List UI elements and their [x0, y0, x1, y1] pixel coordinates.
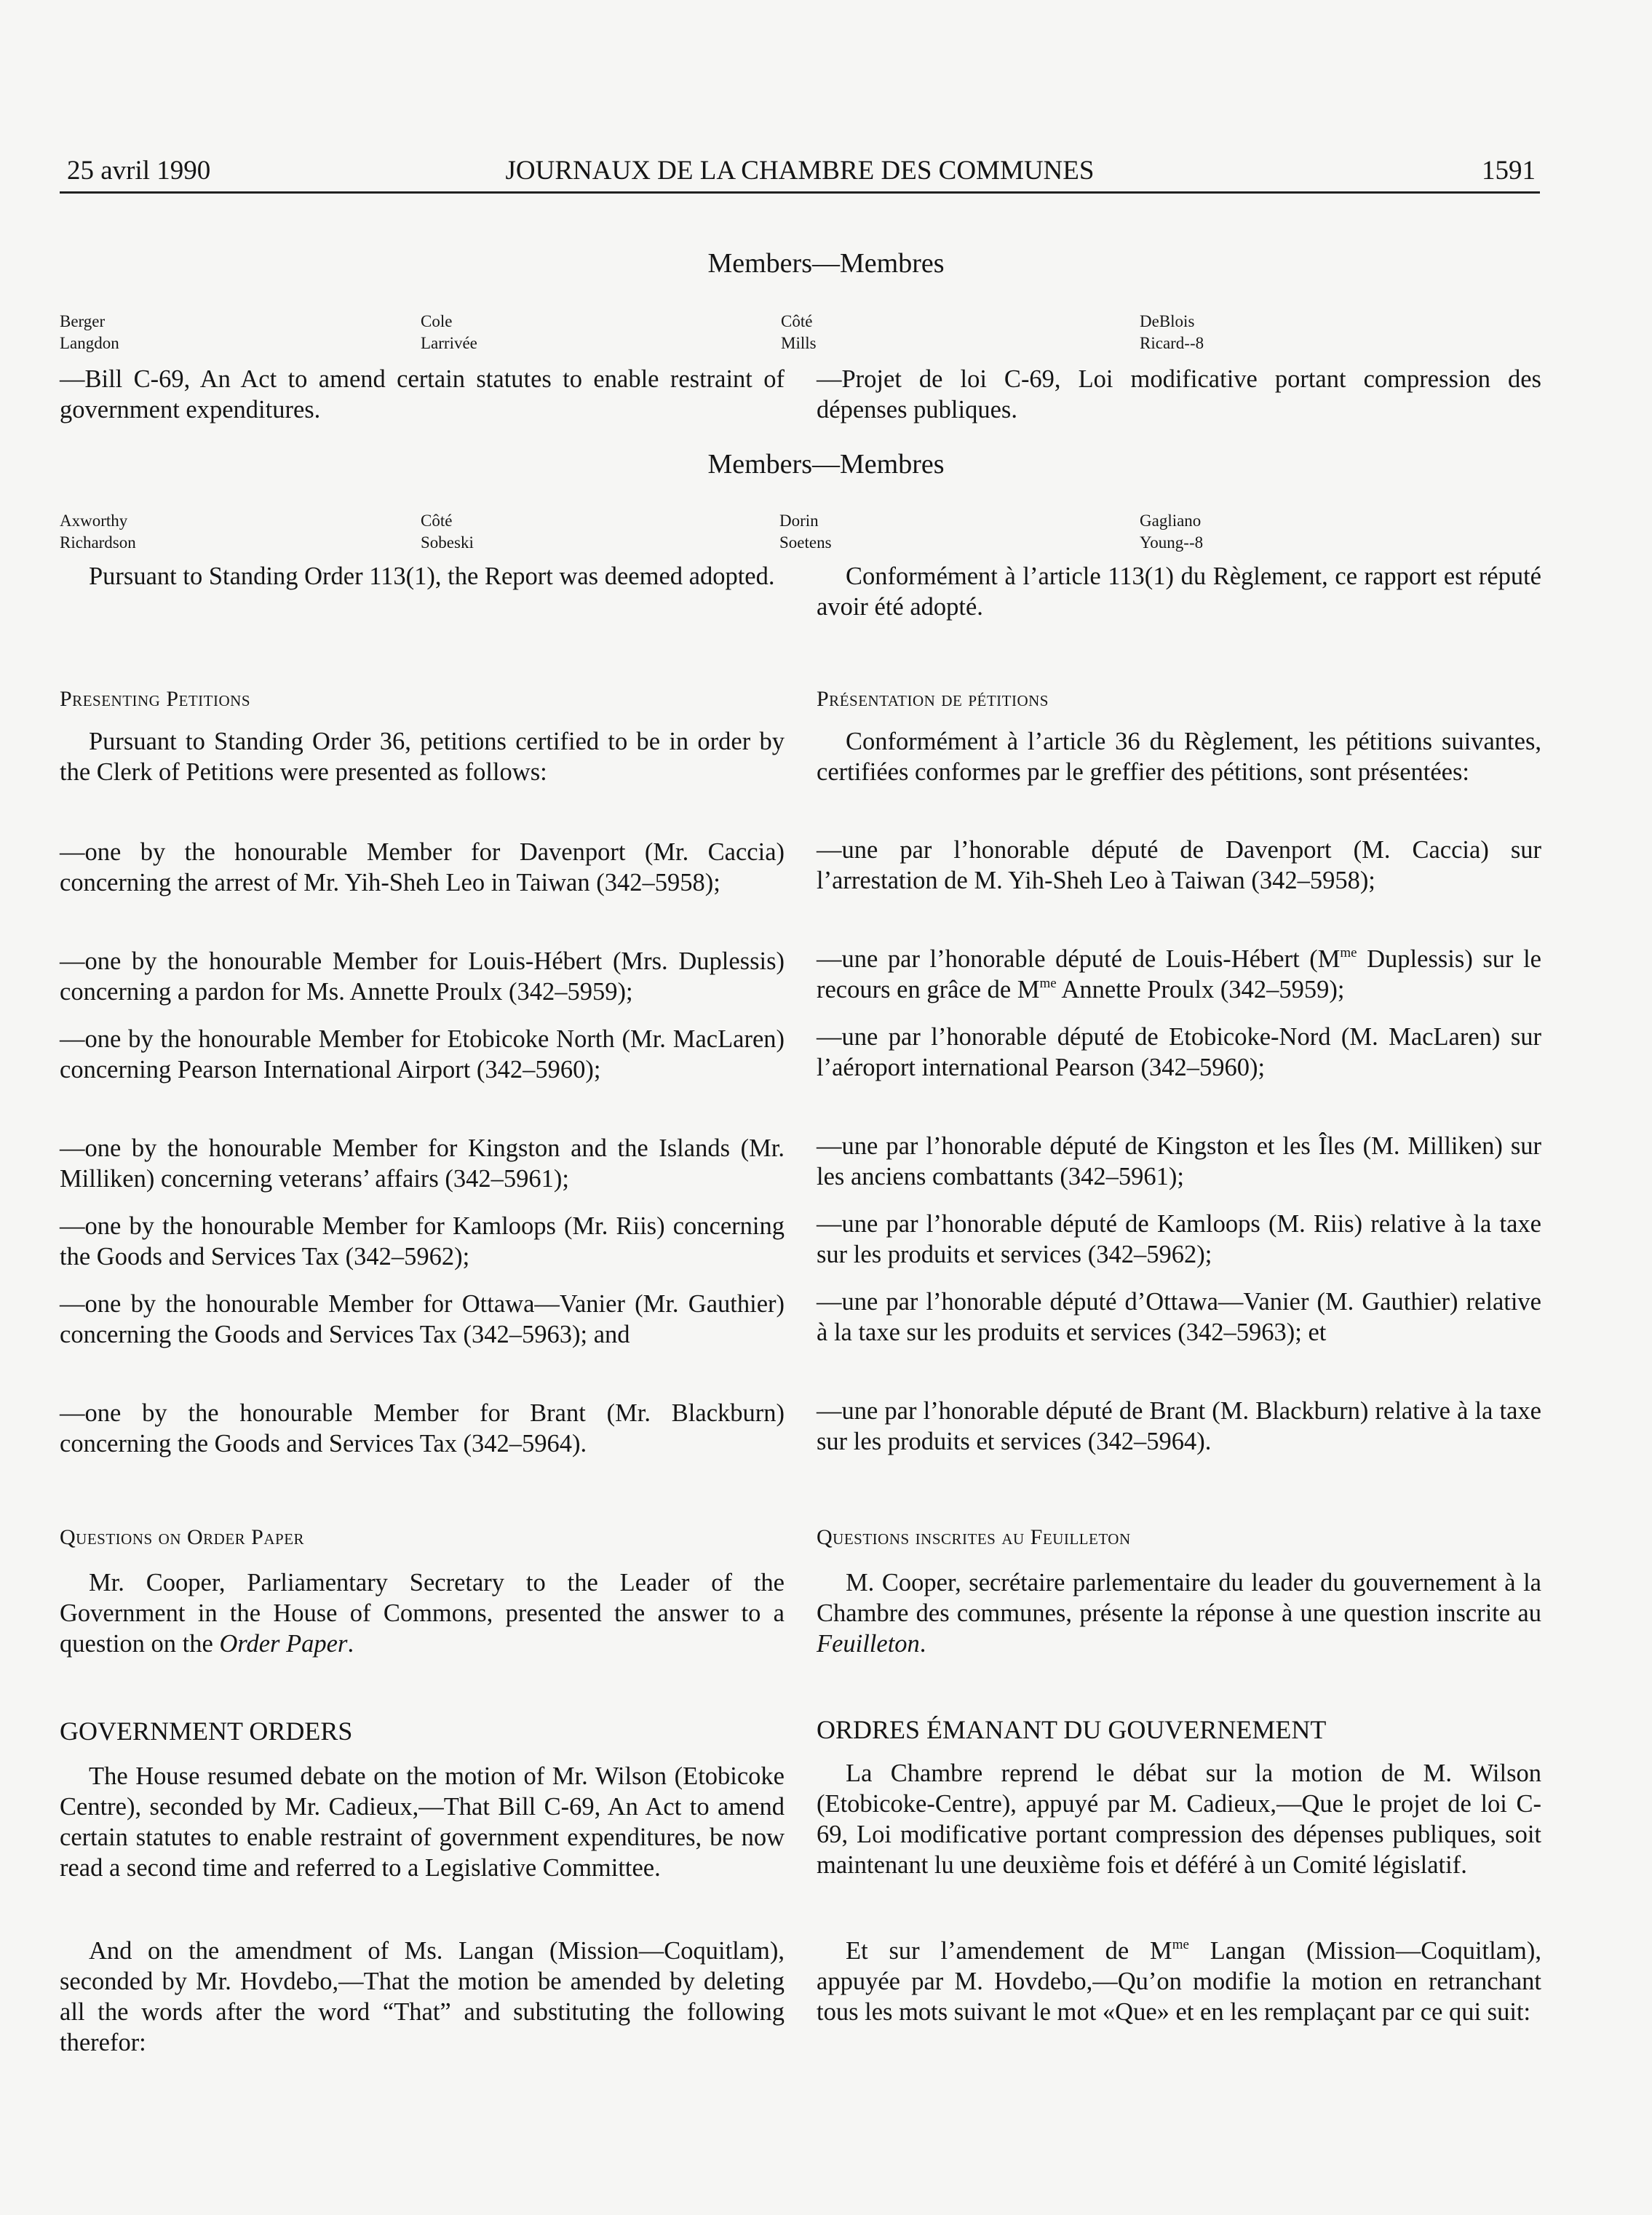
petition-fr [817, 1131, 1541, 1192]
petition-en [60, 1289, 785, 1350]
petition-en [60, 1133, 785, 1194]
member-name: Axworthy [60, 512, 128, 530]
gov-text: And on the amendment of Ms. Langan (Mission—Coquitlam), seconded by Mr. Hovdebo,—That the motion be amended by deleting all the words after the word “That” and substituting the following therefor: [60, 1937, 785, 2056]
member-name: Côté [781, 312, 813, 330]
gov-heading-fr [817, 1714, 1541, 1745]
page-header [60, 155, 1540, 194]
petition-text: —une par l’honorable député d’Ottawa—Vanier (M. Gauthier) relative à la taxe sur les produits et services (342–5963); et [817, 1288, 1541, 1346]
bill-fr [817, 364, 1541, 425]
questions-fr [817, 1567, 1541, 1659]
petition-fr [817, 944, 1541, 1005]
member-name: Soetens [779, 533, 832, 552]
member-column [60, 311, 119, 354]
section-heading: ORDRES ÉMANANT DU GOUVERNEMENT [817, 1715, 1327, 1744]
questions-heading-en [60, 1522, 785, 1553]
petition-text: —une par l’honorable député de Davenport (M. Caccia) sur l’arrestation de M. Yih-Sheh Leo à Taiwan (342–5958); [817, 836, 1541, 894]
petitions-intro-fr [817, 726, 1541, 787]
petition-text: —one by the honourable Member for Brant (Mr. Blackburn) concerning the Goods and Services Tax (342–5964). [60, 1399, 785, 1458]
petition-text: —one by the honourable Member for Etobicoke North (Mr. MacLaren) concerning Pearson International Airport (342–5960); [60, 1025, 785, 1083]
text-run: . [347, 1630, 354, 1658]
petition-fr [817, 1396, 1541, 1457]
petition-fr [817, 835, 1541, 896]
gov-text: La Chambre reprend le débat sur la motion de M. Wilson (Etobicoke-Centre), appuyé par M. Cadieux,—Que le projet de loi C-69, Loi modificative portant compression des dépenses publiques, soit maintenant lu une deuxième fois et déféré à un Comité législatif. [817, 1759, 1541, 1879]
section-heading: GOVERNMENT ORDERS [60, 1717, 353, 1746]
member-name: Gagliano [1140, 512, 1202, 530]
adopted-en-text: Pursuant to Standing Order 113(1), the Report was deemed adopted. [89, 562, 775, 590]
gov-text [817, 1936, 1541, 2027]
petition-fr [817, 1287, 1541, 1348]
member-name: Langdon [60, 334, 119, 352]
questions-text [817, 1567, 1541, 1659]
member-name: Mills [781, 334, 817, 352]
member-column [1140, 510, 1203, 554]
petition-en [60, 1211, 785, 1272]
superscript: me [1340, 945, 1357, 961]
petitions-heading-fr [817, 684, 1541, 715]
superscript: me [1172, 1936, 1189, 1952]
petition-en [60, 946, 785, 1007]
petitions-intro-en [60, 726, 785, 787]
text-run: Mr. Cooper, Parliamentary Secretary to the Leader of the Government in the House of Commons, presented the answer to a question on the [60, 1569, 785, 1658]
petition-text: —une par l’honorable député de Kingston et les Îles (M. Milliken) sur les anciens combattants (342–5961); [817, 1132, 1541, 1190]
bill-en-text: —Bill C-69, An Act to amend certain statutes to enable restraint of government expenditures. [60, 365, 785, 423]
member-name: Cole [421, 312, 453, 330]
member-name: Côté [421, 512, 453, 530]
member-name: Berger [60, 312, 106, 330]
header-date: 25 avril 1990 [67, 156, 211, 186]
gov-p2-en [60, 1936, 785, 2058]
section-heading: Présentation de pétitions [817, 687, 1049, 711]
superscript: me [1039, 975, 1057, 991]
member-name: Sobeski [421, 533, 474, 552]
gov-p1-fr [817, 1758, 1541, 1880]
petition-text: —une par l’honorable député de Brant (M. Blackburn) relative à la taxe sur les produits et services (342–5964). [817, 1397, 1541, 1455]
adopted-fr-text: Conformément à l’article 113(1) du Règlement, ce rapport est réputé avoir été adopté. [817, 562, 1541, 621]
member-name: Ricard--8 [1140, 334, 1204, 352]
member-column [421, 311, 477, 354]
member-column [421, 510, 474, 554]
adopted-en [60, 561, 785, 592]
member-column [1140, 311, 1204, 354]
italic-text: Feuilleton [817, 1630, 920, 1658]
questions-en [60, 1567, 785, 1659]
petition-text: —one by the honourable Member for Kingston and the Islands (Mr. Milliken) concerning veterans’ affairs (342–5961); [60, 1134, 785, 1193]
petition-text: —one by the honourable Member for Kamloops (Mr. Riis) concerning the Goods and Services Tax (342–5962); [60, 1212, 785, 1270]
questions-heading-fr [817, 1522, 1541, 1553]
petition-en [60, 1024, 785, 1085]
petition-text: —one by the honourable Member for Louis-Hébert (Mrs. Duplessis) concerning a pardon for Ms. Annette Proulx (342–5959); [60, 947, 785, 1006]
petition-text [817, 944, 1541, 1005]
text-run: Langan (Mission—Coquitlam), appuyée par M. Hovdebo,—Qu’on modifie la motion en retranchant tous les mots suivant le mot «Que» et en les remplaçant par ce qui suit: [817, 1937, 1541, 2026]
text-run: Duplessis) sur le recours en grâce de M [817, 945, 1541, 1003]
bill-fr-text: —Projet de loi C-69, Loi modificative portant compression des dépenses publiques. [817, 365, 1541, 423]
gov-heading-en [60, 1716, 785, 1746]
gov-text: The House resumed debate on the motion of Mr. Wilson (Etobicoke Centre), seconded by Mr. Cadieux,—That Bill C-69, An Act to amend certain statutes to enable restraint of government expenditures, be now read a second time and referred to a Legislative Committee. [60, 1762, 785, 1882]
text-run: Annette Proulx (342–5959); [1056, 976, 1345, 1003]
text-run: —une par l’honorable député de Louis-Hébert (M [817, 945, 1341, 973]
member-column [781, 311, 817, 354]
questions-text [60, 1567, 785, 1659]
petition-text: —une par l’honorable député de Etobicoke-Nord (M. MacLaren) sur l’aéroport international Pearson (342–5960); [817, 1023, 1541, 1081]
petition-en [60, 1398, 785, 1459]
header-title: JOURNAUX DE LA CHAMBRE DES COMMUNES [505, 156, 1095, 186]
petition-fr [817, 1022, 1541, 1083]
member-column [779, 510, 832, 554]
member-name: Larrivée [421, 334, 477, 352]
petition-text: —une par l’honorable député de Kamloops (M. Riis) relative à la taxe sur les produits et services (342–5962); [817, 1210, 1541, 1268]
member-name: Dorin [779, 512, 819, 530]
italic-text: Order Paper [219, 1630, 348, 1658]
member-column [60, 510, 136, 554]
section-heading: Questions on Order Paper [60, 1525, 305, 1549]
section-heading: Questions inscrites au Feuilleton [817, 1525, 1131, 1549]
member-name: DeBlois [1140, 312, 1195, 330]
petitions-heading-en [60, 684, 785, 715]
members-heading: Members—Membres [707, 248, 945, 279]
members-heading: Members—Membres [707, 449, 945, 480]
gov-p1-en [60, 1761, 785, 1883]
petition-en [60, 837, 785, 898]
text-run: M. Cooper, secrétaire parlementaire du leader du gouvernement à la Chambre des communes, présente la réponse à une question inscrite au [817, 1569, 1541, 1627]
gov-p2-fr [817, 1936, 1541, 2027]
petitions-intro-text: Pursuant to Standing Order 36, petitions certified to be in order by the Clerk of Petitions were presented as follows: [60, 728, 785, 786]
adopted-fr [817, 561, 1541, 622]
header-page-number: 1591 [1482, 156, 1536, 186]
bill-en [60, 364, 785, 425]
member-name: Young--8 [1140, 533, 1204, 552]
member-name: Richardson [60, 533, 136, 552]
text-run: Et sur l’amendement de M [846, 1937, 1172, 1965]
petition-text: —one by the honourable Member for Ottawa—Vanier (Mr. Gauthier) concerning the Goods and Services Tax (342–5963); and [60, 1290, 785, 1348]
section-heading: Presenting Petitions [60, 687, 251, 711]
petitions-intro-text: Conformément à l’article 36 du Règlement, les pétitions suivantes, certifiées conformes par le greffier des pétitions, sont présentées: [817, 728, 1541, 786]
petition-text: —one by the honourable Member for Davenport (Mr. Caccia) concerning the arrest of Mr. Yih-Sheh Leo in Taiwan (342–5958); [60, 838, 785, 896]
petition-fr [817, 1209, 1541, 1270]
text-run: . [919, 1630, 926, 1658]
